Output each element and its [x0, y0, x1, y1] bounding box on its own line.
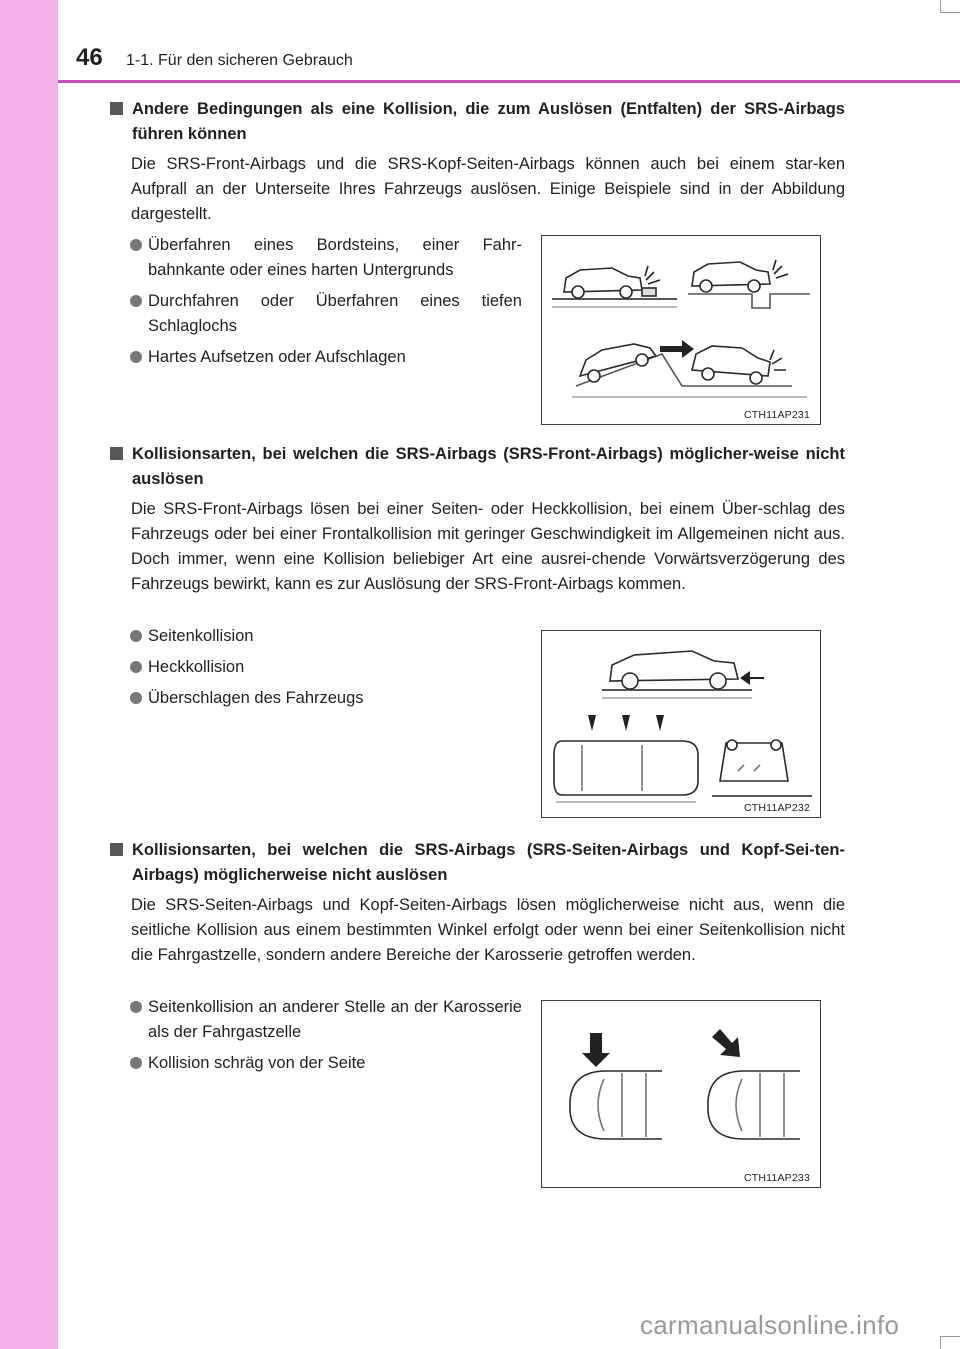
car-front-area-impact-icon: [570, 1033, 662, 1139]
bullet-dot-icon: [130, 239, 142, 251]
section-marker: [110, 447, 123, 460]
section-marker: [110, 843, 123, 856]
page-number: 46: [76, 44, 103, 71]
section-2-title: Kollisionsarten, bei welchen die SRS-Airbags (SRS-Front-Airbags) möglicher-weise nicht auslösen: [132, 445, 845, 488]
section-marker: [110, 102, 123, 115]
car-pothole-icon: [688, 260, 810, 308]
crop-mark: [940, 12, 960, 13]
section-1-title: Andere Bedingungen als eine Kollision, die zum Auslösen (Entfalten) der SRS-Airbags führen können: [132, 100, 845, 143]
car-side-collision-icon: [554, 715, 698, 803]
header-rule: [58, 80, 960, 83]
running-head: 1-1. Für den sicheren Gebrauch: [126, 52, 353, 69]
figure-code: CTH11AP232: [743, 802, 810, 814]
side-angle-collision-illustration: [542, 1001, 822, 1189]
underbody-impact-illustration: [542, 236, 822, 426]
bullet-dot-icon: [130, 1001, 142, 1013]
section-3: [110, 838, 845, 968]
bullet-dot-icon: [130, 295, 142, 307]
section-2-bullets: [130, 624, 522, 717]
list-item: Heckkollision: [130, 655, 522, 680]
bullet-dot-icon: [130, 661, 142, 673]
section-3-body: Die SRS-Seiten-Airbags und Kopf-Seiten-Airbags lösen möglicherweise nicht aus, wenn die seitliche Kollision aus einem bestimmten Winkel erfolgt oder wenn bei einer Seitenkollision nicht die Fahrgastzelle, sondern andere Bereiche der Karosserie getroffen werden.: [131, 896, 845, 964]
bullet-dot-icon: [130, 630, 142, 642]
list-item: Seitenkollision: [130, 624, 522, 649]
list-item: Seitenkollision an anderer Stelle an der Karosserie als der Fahrgastzelle: [130, 995, 522, 1045]
car-curb-icon: [552, 266, 677, 308]
bullet-dot-icon: [130, 1057, 142, 1069]
figure-2: [541, 630, 821, 818]
section-1: [110, 97, 845, 227]
section-color-band: [0, 0, 58, 1349]
section-2-body: Die SRS-Front-Airbags lösen bei einer Seiten- oder Heckkollision, bei einem Über-schlag des Fahrzeugs oder bei einer Frontalkollision mit geringer Geschwindigkeit im Allgemeinen nicht aus. Doch immer, wenn eine Kollision beliebiger Art eine ausrei-chende Vorwärtsverzögerung des Fahrzeugs bewirkt, kann es zur Auslösung der SRS-Front-Airbags kommen.: [131, 500, 845, 593]
section-1-body: Die SRS-Front-Airbags und die SRS-Kopf-Seiten-Airbags können auch bei einem star-ken Aufprall an der Unterseite Ihres Fahrzeugs auslösen. Einige Beispiele sind in der Abbildung dargestellt.: [131, 155, 845, 223]
list-item: Hartes Aufsetzen oder Aufschlagen: [130, 345, 522, 370]
list-item: Kollision schräg von der Seite: [130, 1051, 522, 1076]
list-item: Überschlagen des Fahrzeugs: [130, 686, 522, 711]
car-oblique-impact-icon: [708, 1029, 800, 1139]
section-2: [110, 442, 845, 597]
list-item: Durchfahren oder Überfahren eines tiefen Schlaglochs: [130, 289, 522, 339]
crop-mark: [940, 0, 941, 12]
section-3-title: Kollisionsarten, bei welchen die SRS-Airbags (SRS-Seiten-Airbags und Kopf-Sei-ten-Airbags) möglicherweise nicht auslösen: [132, 841, 845, 884]
section-1-bullets: [130, 233, 522, 376]
non-frontal-collision-illustration: [542, 631, 822, 819]
list-item: Überfahren eines Bordsteins, einer Fahr-bahnkante oder eines harten Untergrunds: [130, 233, 522, 283]
car-rear-collision-icon: [602, 651, 764, 699]
bullet-dot-icon: [130, 692, 142, 704]
crop-mark: [940, 1336, 941, 1349]
car-hard-landing-icon: [572, 340, 807, 398]
crop-mark: [940, 1336, 960, 1337]
figure-3: [541, 1000, 821, 1188]
figure-code: CTH11AP233: [743, 1172, 810, 1184]
figure-code: CTH11AP231: [743, 409, 810, 421]
section-3-bullets: [130, 995, 522, 1082]
watermark: carmanualsonline.info: [640, 1310, 900, 1340]
car-rollover-icon: [712, 740, 812, 797]
figure-1: [541, 235, 821, 425]
bullet-dot-icon: [130, 351, 142, 363]
